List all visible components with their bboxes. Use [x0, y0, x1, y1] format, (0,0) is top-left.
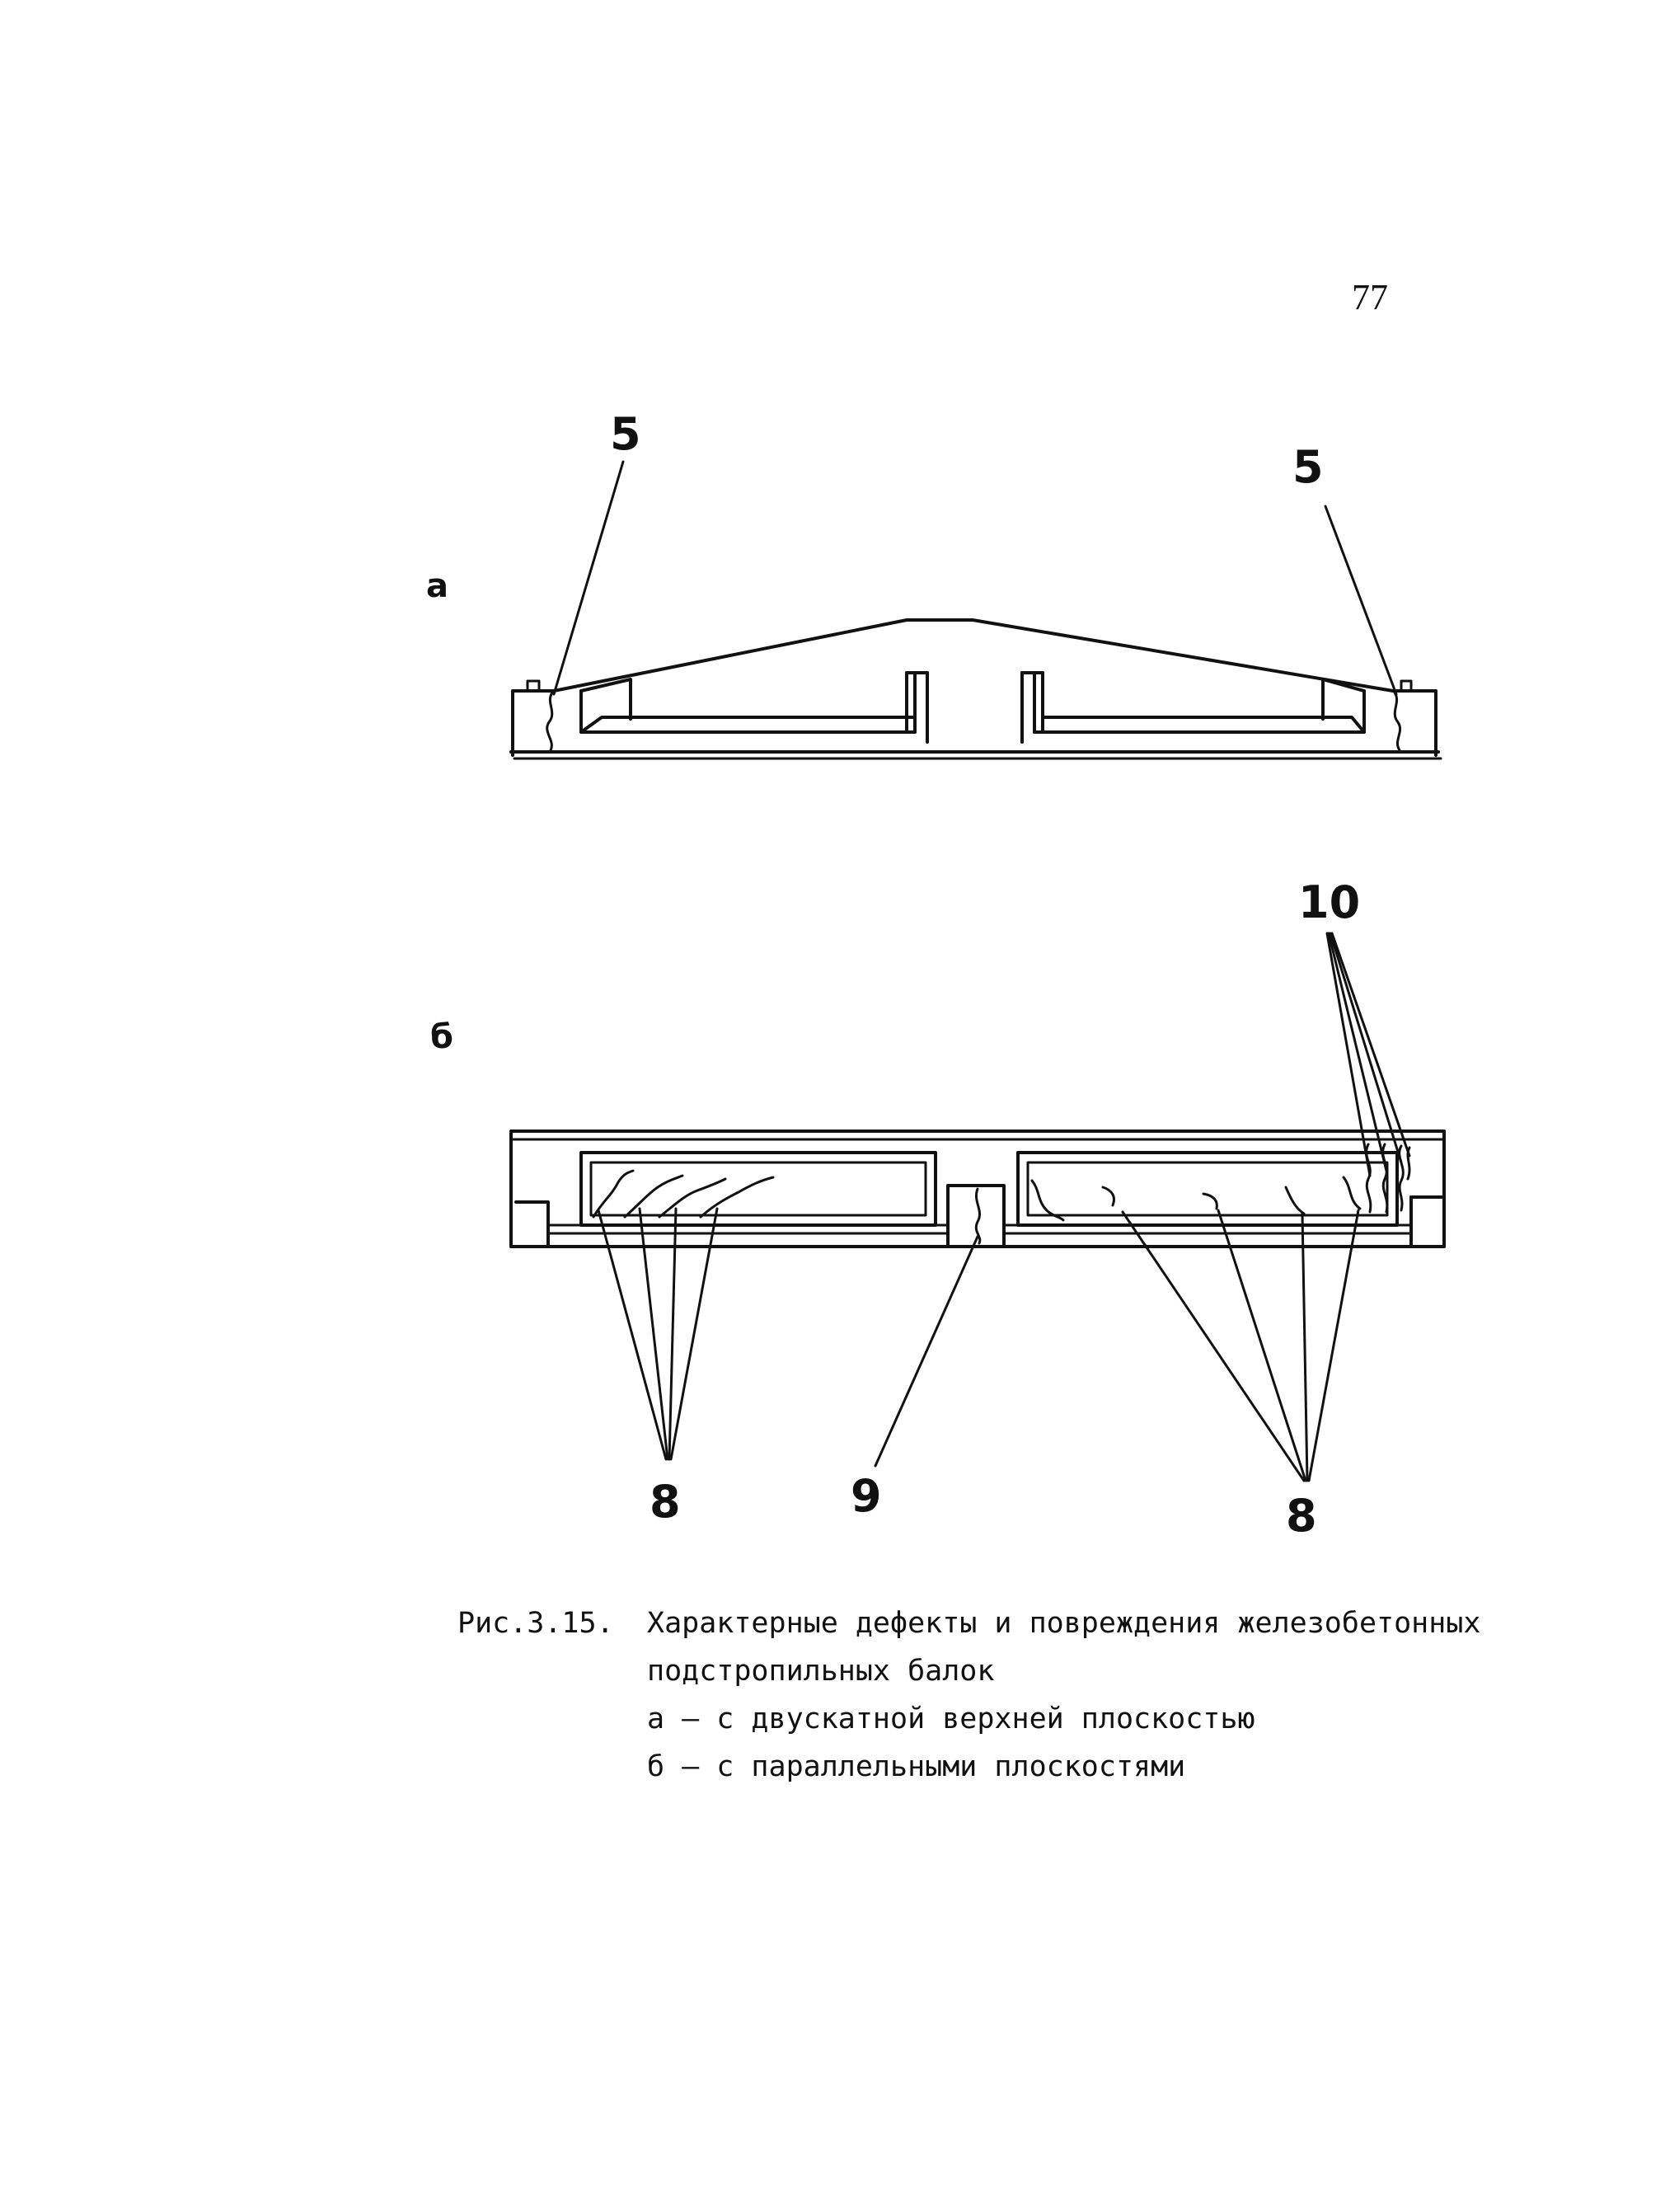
crack-8-r2: [1103, 1187, 1114, 1205]
beam-a-gable: [511, 462, 1441, 758]
crack-8-l4: [701, 1177, 773, 1217]
leader-5-right: [1325, 506, 1396, 694]
leader-10-b: [1329, 933, 1386, 1171]
leader-10-c: [1330, 933, 1401, 1162]
leader-5-left: [554, 462, 623, 694]
crack-8-l2: [625, 1176, 682, 1217]
crack-8-r5: [1344, 1177, 1360, 1209]
caption-title-line-2: подстропильных балок: [647, 1655, 995, 1688]
callout-8-right: 8: [1286, 1490, 1317, 1542]
caption-item-b: б – с параллельными плоскостями: [647, 1750, 1186, 1783]
crack-right-support: [1395, 693, 1400, 750]
callout-9: 9: [851, 1470, 882, 1522]
beam-a-sloped-top: [554, 620, 1393, 691]
caption-item-a: а – с двускатной верхней плоскостью: [647, 1702, 1255, 1735]
beam-b-parallel: [511, 933, 1444, 1481]
panel-label-b: б: [430, 1018, 453, 1056]
page-number: 77: [1352, 277, 1388, 317]
leader-9: [875, 1237, 978, 1466]
crack-8-r3: [1203, 1194, 1217, 1209]
callout-10: 10: [1298, 876, 1361, 928]
leader-8-r1: [1123, 1212, 1304, 1481]
crack-9: [976, 1189, 980, 1243]
callout-8-left: 8: [650, 1476, 681, 1528]
caption-title-line-1: Характерные дефекты и повреждения железобетонных: [647, 1607, 1481, 1640]
callout-5-left: 5: [610, 408, 641, 460]
leader-10-d: [1332, 933, 1409, 1156]
crack-8-r4: [1286, 1187, 1304, 1214]
leader-8-r3: [1302, 1214, 1307, 1481]
leader-8-r4: [1309, 1210, 1358, 1481]
leader-8-r2: [1218, 1210, 1306, 1481]
crack-left-support: [547, 693, 552, 750]
figure-label: Рис.3.15.: [457, 1607, 614, 1640]
callout-5-right: 5: [1292, 441, 1324, 493]
panel-label-a: а: [426, 567, 448, 605]
